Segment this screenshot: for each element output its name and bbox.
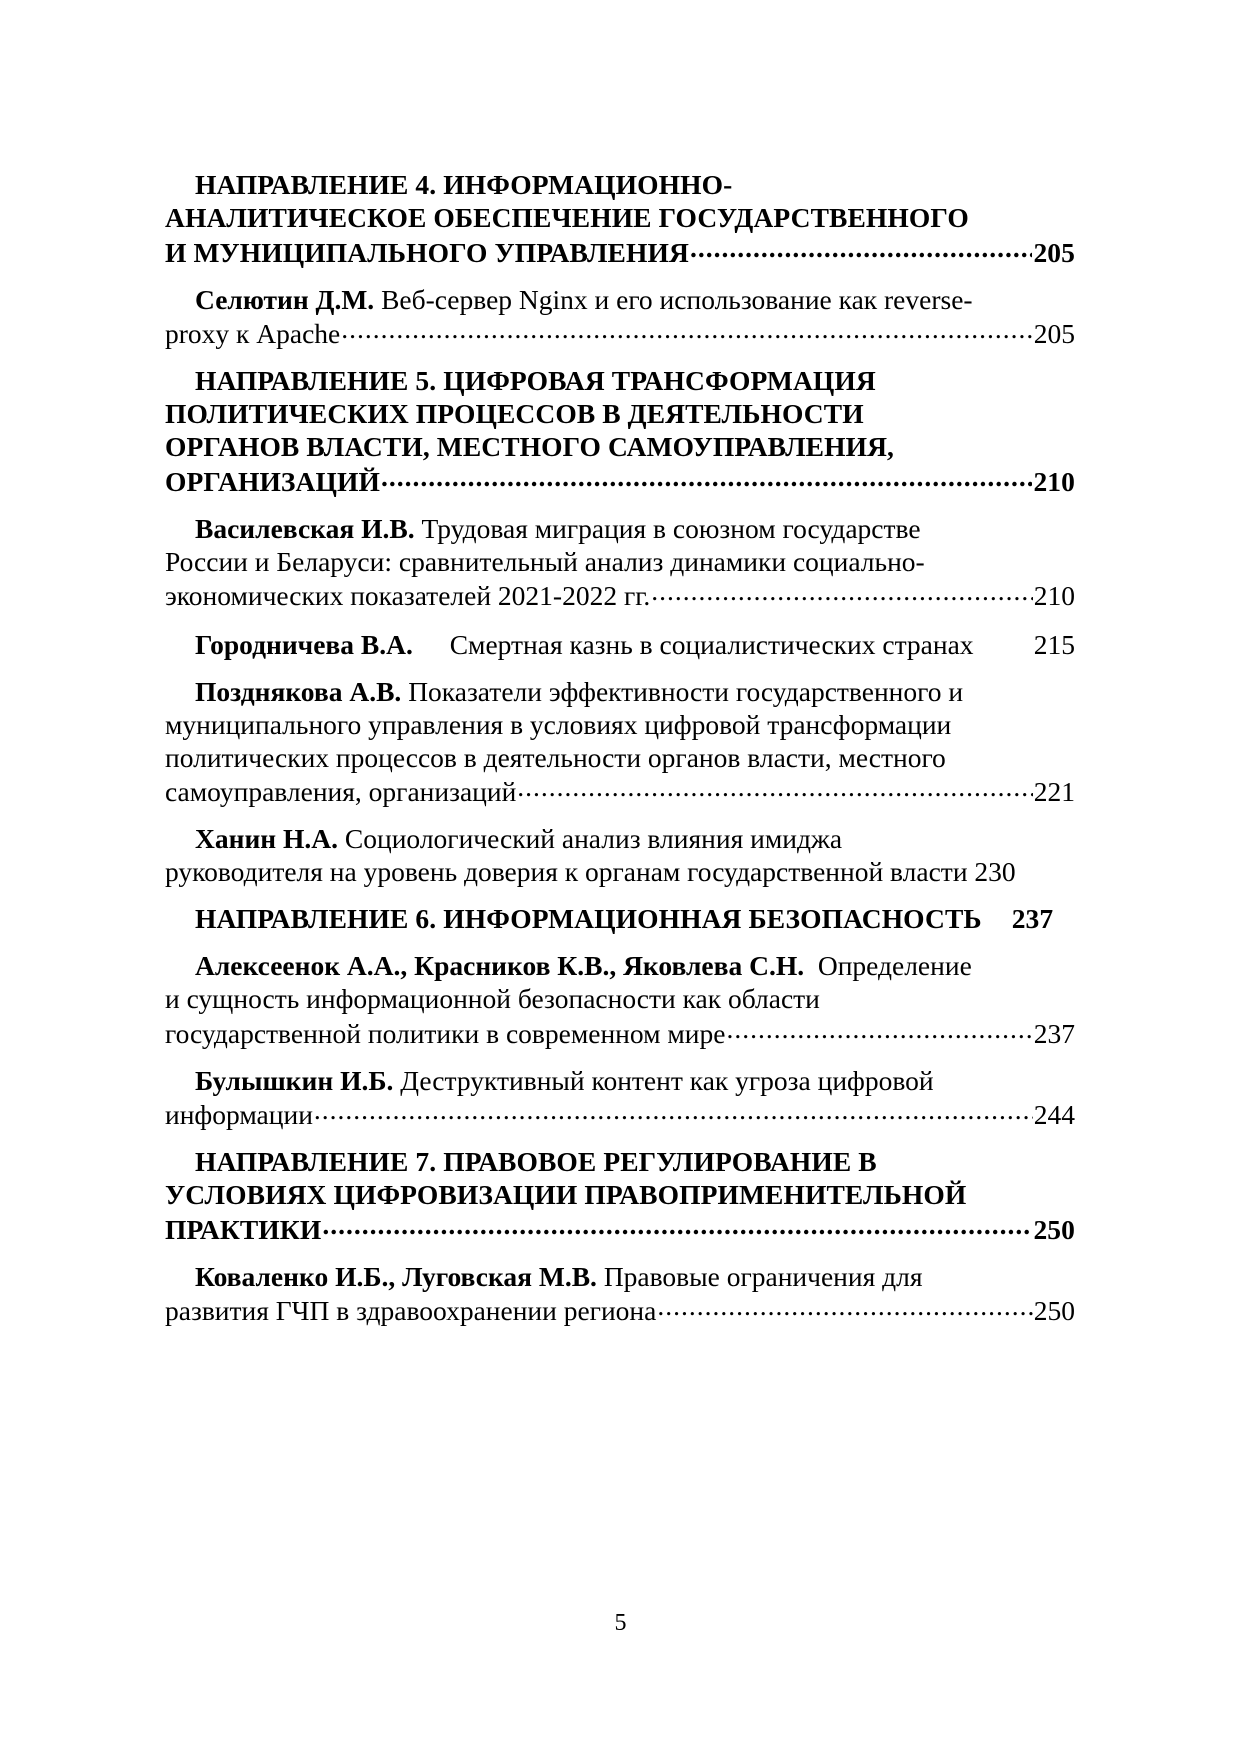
entry-last-line: самоуправления, организаций ..... 221 [165, 774, 1075, 809]
entry-first-line: Алексеенок А.А., Красников К.В., Яковлева С.Н. Определение [195, 950, 972, 981]
toc-entry[interactable] [165, 1260, 1075, 1328]
entry-authors: Селютин Д.М. [195, 283, 375, 315]
section-title-line: НАПРАВЛЕНИЕ 4. ИНФОРМАЦИОННО- [195, 169, 733, 200]
entry-page: 215 [1033, 628, 1075, 660]
section-page: 210 [1033, 465, 1075, 497]
entry-last-line: экономических показателей 2021-2022 гг. ..... 210 [165, 578, 1075, 613]
section-title-line: НАПРАВЛЕНИЕ 7. ПРАВОВОЕ РЕГУЛИРОВАНИЕ В [195, 1146, 877, 1177]
section-page: 237 [1011, 903, 1054, 934]
toc-section-7[interactable] [165, 1145, 1075, 1246]
entry-last-line: Городничева В.А. Смертная казнь в социалистических странах ..... 215 [165, 626, 1075, 661]
entry-last-line: государственной политики в современном мире ..... 237 [165, 1015, 1075, 1050]
toc-section-6[interactable] [165, 902, 1075, 935]
entry-authors: Василевская И.В. [195, 512, 415, 544]
entry-page: 221 [1033, 776, 1075, 807]
entry-line: муниципального управления в условиях цифровой трансформации [165, 708, 952, 740]
section-title-line: ПОЛИТИЧЕСКИХ ПРОЦЕССОВ В ДЕЯТЕЛЬНОСТИ [165, 398, 864, 429]
entry-page: 230 [974, 856, 1016, 887]
section-page: 250 [1033, 1213, 1075, 1245]
toc-entry[interactable] [165, 512, 1075, 613]
section-title-last-line: ПРАКТИКИ ..... 250 [165, 1211, 1075, 1246]
entry-last-line: руководителя на уровень доверия к органам государственной власти 230 [165, 856, 1016, 887]
section-title-line: ОРГАНОВ ВЛАСТИ, МЕСТНОГО САМОУПРАВЛЕНИЯ, [165, 431, 895, 462]
section-title-last-line: ОРГАНИЗАЦИЙ ..... 210 [165, 463, 1075, 498]
entry-first-line: Булышкин И.Б. Деструктивный контент как угроза цифровой [195, 1064, 934, 1096]
toc-entry[interactable] [165, 822, 1075, 888]
section-title-line: УСЛОВИЯХ ЦИФРОВИЗАЦИИ ПРАВОПРИМЕНИТЕЛЬНОЙ [165, 1179, 967, 1210]
entry-last-line: proxy к Apache ..... 205 [165, 316, 1075, 351]
entry-page: 205 [1033, 318, 1075, 349]
entry-authors: Коваленко И.Б., Луговская М.В. [195, 1260, 597, 1292]
section-title-last-line: НАПРАВЛЕНИЕ 6. ИНФОРМАЦИОННАЯ БЕЗОПАСНОСТЬ 237 [195, 903, 1054, 934]
page-number: 5 [614, 1610, 627, 1636]
section-title-line: НАПРАВЛЕНИЕ 5. ЦИФРОВАЯ ТРАНСФОРМАЦИЯ [195, 365, 876, 396]
entry-first-line: Позднякова А.В. Показатели эффективности государственного и [195, 675, 964, 707]
toc-entry[interactable] [165, 949, 1075, 1050]
entry-authors: Городничева В.А. [195, 628, 413, 660]
toc-entry[interactable] [165, 1064, 1075, 1132]
toc-entry[interactable] [165, 283, 1075, 351]
entry-authors: Позднякова А.В. [195, 675, 402, 707]
section-title-last-line: И МУНИЦИПАЛЬНОГО УПРАВЛЕНИЯ ..... 205 [165, 234, 1075, 269]
entry-page: 237 [1033, 1017, 1075, 1049]
table-of-contents [165, 168, 1075, 1341]
entry-line: России и Беларуси: сравнительный анализ динамики социально- [165, 545, 925, 577]
toc-entry[interactable] [165, 675, 1075, 809]
entry-first-line: Василевская И.В. Трудовая миграция в союзном государстве [195, 512, 921, 544]
entry-page: 244 [1033, 1099, 1075, 1130]
entry-first-line: Коваленко И.Б., Луговская М.В. Правовые ограничения для [195, 1260, 923, 1292]
entry-page: 250 [1033, 1295, 1075, 1326]
entry-first-line: Ханин Н.А. Социологический анализ влияния имиджа [195, 823, 843, 854]
entry-line: политических процессов в деятельности органов власти, местного [165, 741, 946, 773]
entry-first-line: Селютин Д.М. Веб-сервер Nginx и его использование как reverse- [195, 283, 973, 315]
entry-line: и сущность информационной безопасности как области [165, 983, 820, 1014]
entry-last-line: информации ..... 244 [165, 1097, 1075, 1132]
toc-section-4[interactable] [165, 168, 1075, 269]
entry-authors: Ханин Н.А. [195, 823, 339, 854]
section-page: 205 [1033, 236, 1075, 268]
entry-authors: Булышкин И.Б. [195, 1064, 394, 1096]
entry-page: 210 [1033, 580, 1075, 611]
entry-authors: Алексеенок А.А., Красников К.В., Яковлева С.Н. [195, 950, 805, 981]
section-title-line: АНАЛИТИЧЕСКОЕ ОБЕСПЕЧЕНИЕ ГОСУДАРСТВЕННОГО [165, 202, 969, 233]
entry-last-line: развития ГЧП в здравоохранении региона ..... 250 [165, 1293, 1075, 1328]
toc-entry[interactable] [165, 626, 1075, 661]
toc-section-5[interactable] [165, 364, 1075, 498]
